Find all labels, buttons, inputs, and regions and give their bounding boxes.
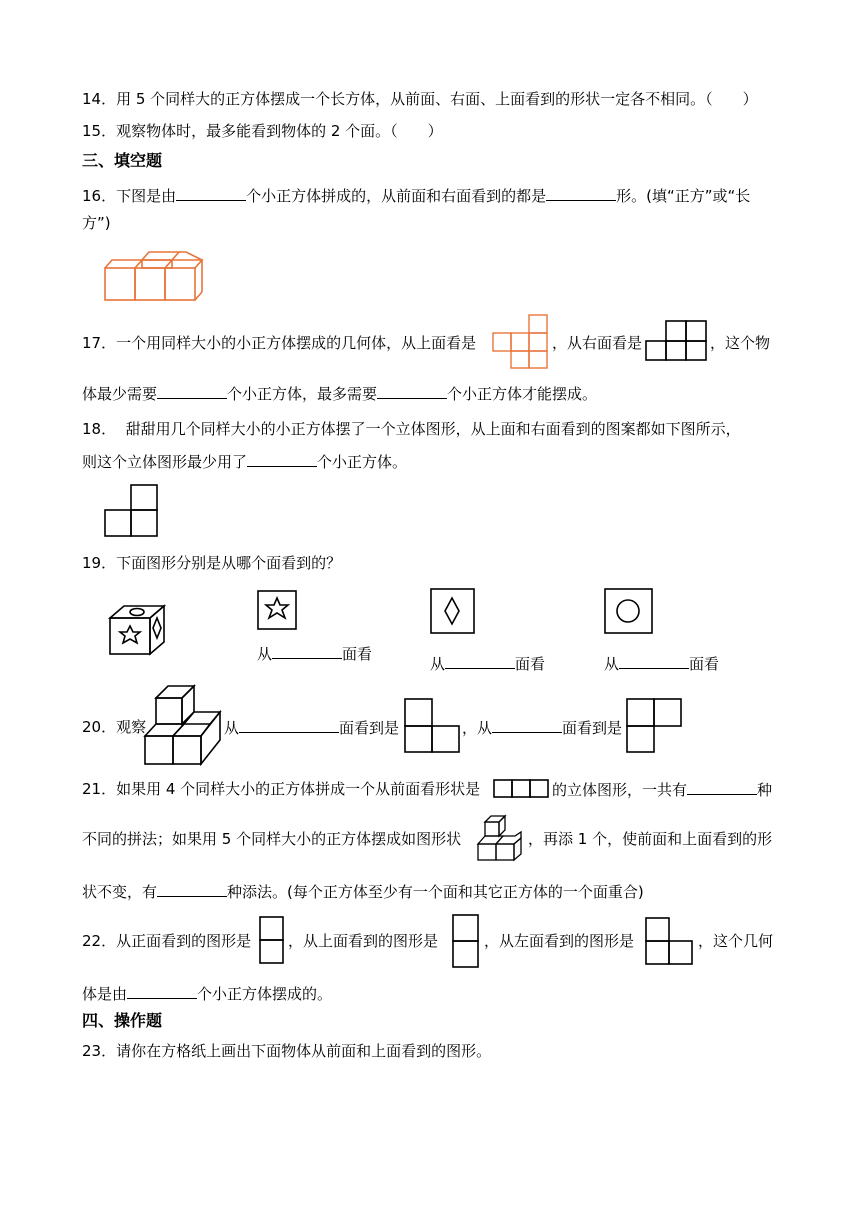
question-number: 14． [82,90,117,108]
question-17-b [552,332,642,354]
question-21-cont [82,828,461,850]
question-text: 个小正方体拼成的，从前面和右面看到的都是 [246,187,547,205]
orange-cubes-figure [104,248,204,303]
question-19 [82,552,341,574]
question-21 [82,778,480,800]
caption-diamond [430,652,545,674]
answer-blank[interactable] [272,642,342,659]
question-number: 21． [82,780,117,798]
question-text: 观察物体时，最多能看到物体的 2 个面。（ ） [116,122,443,140]
question-text: 从 [224,719,240,737]
question-text: ，从上面看到的图形是 [288,932,439,950]
question-20-c [462,716,622,739]
question-23 [82,1040,491,1062]
question-text: 个小正方体，最多需要 [227,385,378,403]
right-view-figure [646,320,708,362]
view-shape-a [404,698,460,754]
answer-blank[interactable] [176,184,246,201]
question-text: 种 [757,781,773,799]
question-22 [82,930,251,952]
circle-view-figure [604,588,654,636]
answer-blank[interactable] [377,382,447,399]
answer-blank[interactable] [687,778,757,795]
question-text: 请你在方格纸上画出下面物体从前面和上面看到的图形。 [116,1042,492,1060]
question-number: 16． [82,187,117,205]
question-text: ，这个几何 [698,932,774,950]
caption-star [257,642,372,664]
question-text: 甜甜用几个同样大小的小正方体摆了一个立体图形，从上面和右面看到的图案都如下图所示， [125,420,741,438]
answer-blank[interactable] [619,652,689,669]
question-text: 如果用 4 个同样大小的正方体拼成一个从前面看形状是 [116,780,481,798]
question-text: 的立体图形，一共有 [552,781,688,799]
caption-text: 从 [604,655,620,673]
section-heading-operation: 四、操作题 [82,1011,163,1030]
question-text: 下面图形分别是从哪个面看到的？ [116,554,342,572]
question-20 [82,716,146,738]
left-view-figure [645,917,695,967]
top-view-figure [493,314,549,369]
question-17 [82,332,476,354]
question-text: 体是由 [82,985,128,1003]
question-14 [82,88,758,110]
question-text: 观察 [116,718,147,736]
caption-text: 面看 [689,655,720,673]
question-text: 则这个立体图形最少用了 [82,453,248,471]
question-number: 22． [82,932,117,950]
question-15 [82,120,443,142]
question-16-cont [82,212,111,234]
question-text: ，这个物 [710,334,771,352]
question-text: 形。(填“正方”或“长 [616,187,751,205]
caption-text: 面看 [515,655,546,673]
question-text: 状不变，有 [82,883,158,901]
question-text: 个小正方体摆成的。 [197,985,333,1003]
front-view-figure [259,916,285,966]
question-21-e [528,828,772,850]
five-cubes-figure [477,814,525,862]
answer-blank[interactable] [157,880,227,897]
question-22-c [484,930,634,952]
question-text: ，再添 1 个，使前面和上面看到的形 [528,830,773,848]
question-21-cont2 [82,880,644,903]
question-18 [82,418,741,440]
question-text: 个小正方体。 [317,453,408,471]
question-text: 面看到是 [339,719,400,737]
diamond-view-figure [430,588,476,636]
answer-blank[interactable] [445,652,515,669]
question-number: 15． [82,122,117,140]
question-text: 种添法。(每个正方体至少有一个面和其它正方体的一个面重合) [227,883,644,901]
question-text: 面看到是 [562,719,623,737]
answer-blank[interactable] [127,982,197,999]
question-text: 不同的拼法；如果用 5 个同样大小的正方体摆成如图形状 [82,830,462,848]
question-number: 23． [82,1042,117,1060]
question-text: 个小正方体才能摆成。 [447,385,598,403]
question-text: ，从左面看到的图形是 [484,932,635,950]
three-in-row-figure [493,779,551,799]
top-view-figure-22 [452,914,480,970]
answer-blank[interactable] [492,716,562,733]
question-number: 18． [82,420,117,438]
view-shape-b [626,698,682,754]
answer-blank[interactable] [157,382,227,399]
question-number: 20． [82,718,117,736]
question-22-b [288,930,438,952]
answer-blank[interactable] [247,450,317,467]
l-shape-figure [104,484,160,538]
symbol-cube-figure [108,604,172,656]
question-text: 一个用同样大小的小正方体摆成的几何体，从上面看是 [116,334,477,352]
question-text: 用 5 个同样大的正方体摆成一个长方体，从前面、右面、上面看到的形状一定各不相同。（ ） [116,90,758,108]
stacked-cubes-figure [144,684,226,766]
question-21-b [552,778,772,801]
question-22-cont [82,982,332,1005]
question-17-c [710,332,770,354]
question-16 [82,184,750,207]
caption-text: 面看 [342,645,373,663]
question-22-d [698,930,773,952]
question-text: 体最少需要 [82,385,158,403]
answer-blank[interactable] [239,716,339,733]
question-text: ，从右面看是 [552,334,643,352]
question-text: 下图是由 [116,187,177,205]
star-view-figure [257,590,299,632]
question-number: 19． [82,554,117,572]
question-text: 从正面看到的图形是 [116,932,252,950]
question-text: ，从 [462,719,493,737]
question-17-cont [82,382,597,405]
section-heading-fill-in: 三、填空题 [82,151,163,170]
question-number: 17． [82,334,117,352]
caption-circle [604,652,719,674]
caption-text: 从 [430,655,446,673]
question-20-b [224,716,399,739]
answer-blank[interactable] [546,184,616,201]
question-18-cont [82,450,407,473]
caption-text: 从 [257,645,273,663]
question-text: 方”) [82,214,111,232]
